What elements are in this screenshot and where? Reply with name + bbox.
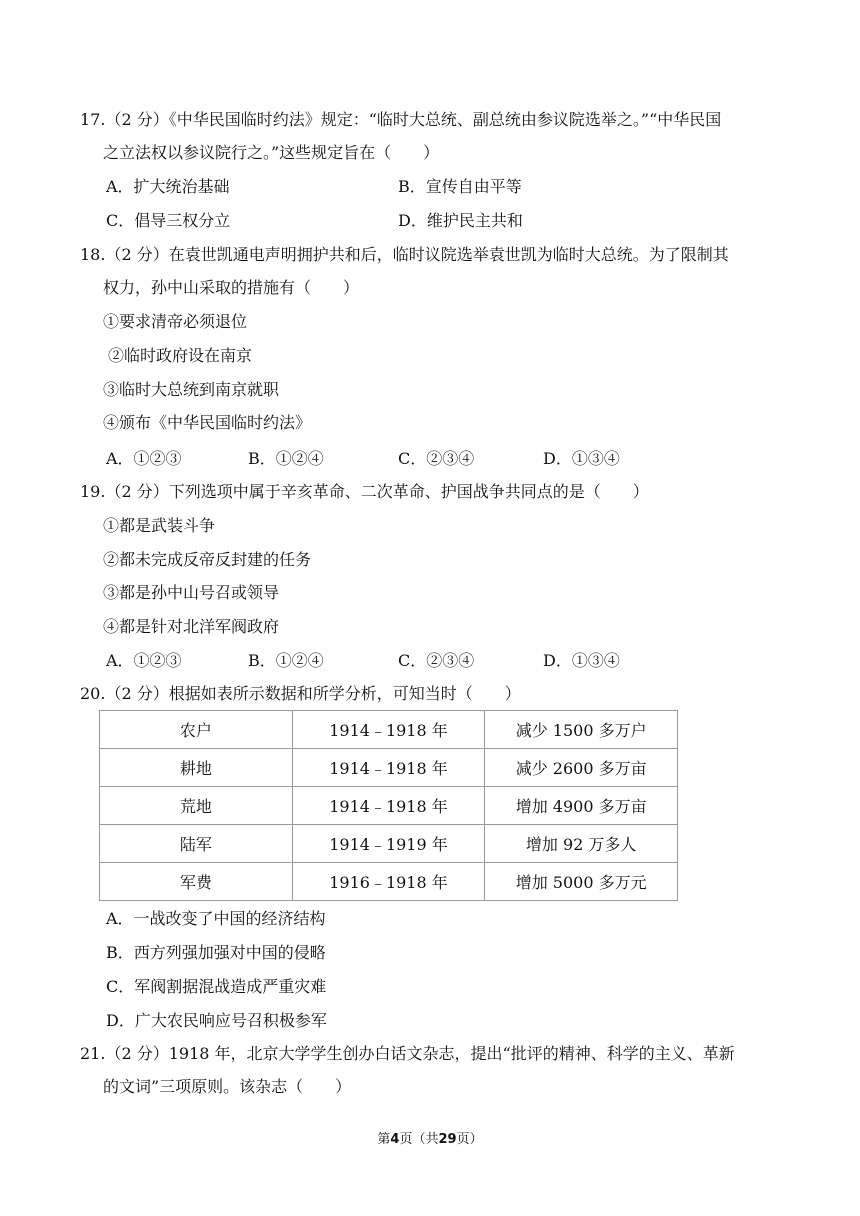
q19-item-4: ④都是针对北洋军阀政府	[103, 617, 280, 636]
q20-option-b: B．西方列强加强对中国的侵略	[106, 943, 326, 962]
table-cell: 减少 2600 多万亩	[485, 749, 678, 787]
q20-stem-line1: 20.（2 分）根据如表所示数据和所学分析，可知当时（ ）	[80, 684, 521, 703]
q19-option-a: A．①②③	[106, 651, 182, 670]
table-cell: 1914﹣1918 年	[292, 749, 485, 787]
q20-option-a: A．一战改变了中国的经济结构	[106, 909, 326, 928]
q17-option-a: A．扩大统治基础	[106, 177, 230, 196]
q17-option-c: C．倡导三权分立	[106, 211, 231, 230]
q18-item-4: ④颁布《中华民国临时约法》	[103, 413, 312, 432]
footer-middle: 页（共	[399, 1132, 439, 1147]
table-cell: 减少 1500 多万户	[485, 711, 678, 749]
q18-item-3: ③临时大总统到南京就职	[103, 380, 280, 399]
table-row	[100, 711, 678, 749]
q17-stem-line2: 之立法权以参议院行之。”这些规定旨在（ ）	[103, 143, 440, 162]
q17-stem-line1: 17.（2 分）《中华民国临时约法》规定：“临时大总统、副总统由参议院选举之。”“中华民国	[80, 110, 722, 129]
q19-item-2: ②都未完成反帝反封建的任务	[103, 550, 312, 569]
table-cell: 农户	[100, 711, 293, 749]
q18-stem-line2: 权力，孙中山采取的措施有（ ）	[103, 278, 360, 297]
q18-option-c: C．②③④	[398, 449, 475, 468]
table-cell: 增加 4900 多万亩	[485, 787, 678, 825]
table-row	[100, 787, 678, 825]
q21-stem-line1: 21.（2 分）1918 年，北京大学学生创办白话文杂志，提出“批评的精神、科学的主义、革新	[80, 1044, 735, 1063]
q19-stem-line1: 19.（2 分）下列选项中属于辛亥革命、二次革命、护国战争共同点的是（ ）	[80, 482, 649, 501]
q18-stem-line1: 18.（2 分）在袁世凯通电声明拥护共和后，临时议院选举袁世凯为临时大总统。为了限制其	[80, 245, 729, 264]
q19-option-b: B．①②④	[248, 651, 324, 670]
q18-item-2: ②临时政府设在南京	[108, 346, 253, 365]
page-footer	[0, 1128, 860, 1147]
q19-item-3: ③都是孙中山号召或领导	[103, 583, 280, 602]
q20-option-d: D．广大农民响应号召积极参军	[106, 1011, 327, 1030]
table-row	[100, 825, 678, 863]
q21-stem-line2: 的文词”三项原则。该杂志（ ）	[103, 1077, 352, 1096]
table-cell: 耕地	[100, 749, 293, 787]
q18-item-1: ①要求清帝必须退位	[103, 312, 248, 331]
table-cell: 增加 5000 多万元	[485, 863, 678, 901]
q18-option-a: A．①②③	[106, 449, 182, 468]
q18-option-d: D．①③④	[543, 449, 620, 468]
table-cell: 1914﹣1918 年	[292, 711, 485, 749]
table-cell: 1914﹣1919 年	[292, 825, 485, 863]
table-row	[100, 863, 678, 901]
footer-suffix: 页）	[456, 1132, 483, 1147]
q17-option-b: B．宣传自由平等	[398, 177, 522, 196]
q20-option-c: C．军阀割据混战造成严重灾难	[106, 977, 327, 996]
table-cell: 1916﹣1918 年	[292, 863, 485, 901]
table-cell: 军费	[100, 863, 293, 901]
table-cell: 增加 92 万多人	[485, 825, 678, 863]
table-cell: 荒地	[100, 787, 293, 825]
q19-item-1: ①都是武装斗争	[103, 516, 216, 535]
footer-page-number: 4	[390, 1132, 400, 1147]
footer-total-pages: 29	[438, 1132, 457, 1147]
q20-data-table	[99, 710, 678, 901]
table-cell: 1914﹣1918 年	[292, 787, 485, 825]
q18-option-b: B．①②④	[248, 449, 324, 468]
table-cell: 陆军	[100, 825, 293, 863]
q19-option-d: D．①③④	[543, 651, 620, 670]
q17-option-d: D．维护民主共和	[398, 211, 523, 230]
q19-option-c: C．②③④	[398, 651, 475, 670]
table-row	[100, 749, 678, 787]
footer-prefix: 第	[377, 1132, 391, 1147]
